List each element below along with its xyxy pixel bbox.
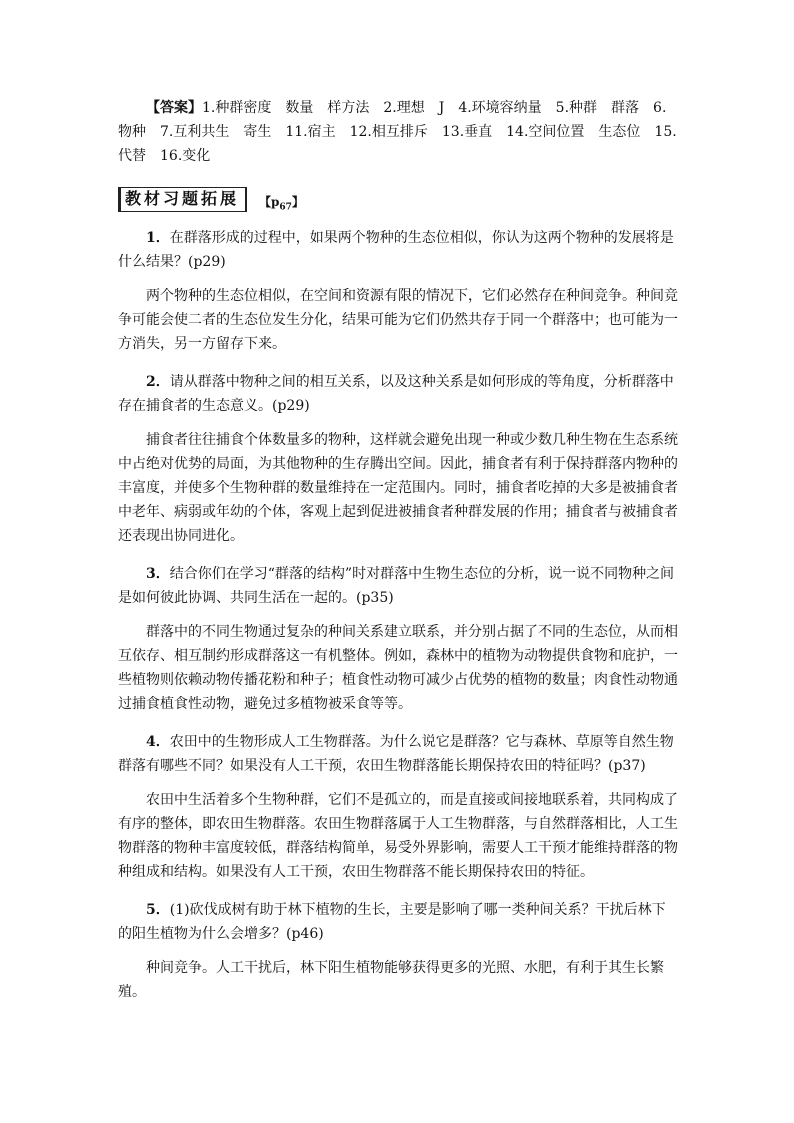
question-4: 4．农田中的生物形成人工生物群落。为什么说它是群落？它与森林、草原等自然生物群落有哪些不同？如果没有人工干预，农田生物群落能长期保持农田的特征吗？(p37)	[118, 734, 674, 774]
question-1: 1．在群落形成的过程中，如果两个物种的生态位相似，你认为这两个物种的发展将是什么结果？(p29)	[118, 230, 674, 270]
section-title: 教材习题拓展	[118, 187, 247, 212]
section-heading	[118, 184, 678, 212]
page-reference: 【$p_{67}$】	[259, 194, 304, 212]
answer-text: 1.种群密度 数量 样方法 2.理想 J 4.环境容纳量 5.种群 群落 6.物种 7.互利共生 寄生 11.宿主 12.相互排斥 13.垂直 14.空间位置 生态位 15.代替 16.变化	[118, 100, 677, 164]
question-3: 3．结合你们在学习“群落的结构”时对群落中生物生态位的分析，说一说不同物种之间是如何彼此协调、共同生活在一起的。(p35)	[118, 566, 675, 606]
answer-5: 种间竞争。人工干扰后，林下阳生植物能够获得更多的光照、水肥，有利于其生长繁殖。	[118, 960, 664, 1000]
answer-paragraph	[118, 96, 678, 168]
answer-tag: 【答案】	[146, 100, 202, 116]
answer-3: 群落中的不同生物通过复杂的种间关系建立联系，并分别占据了不同的生态位，从而相互依存、相互制约形成群落这一有机整体。例如，森林中的植物为动物提供食物和庇护，一些植物则依赖动物传播花粉和种子；植食性动物可减少占优势的植物的数量；肉食性动物通过捕食植食性动物，避免过多植物被采食等等。	[118, 624, 678, 712]
answer-1: 两个物种的生态位相似，在空间和资源有限的情况下，它们必然存在种间竞争。种间竞争可能会使二者的生态位发生分化，结果可能为它们仍然共存于同一个群落中；也可能为一方消失，另一方留存下来。	[118, 288, 678, 352]
question-5: 5．(1)砍伐成树有助于林下植物的生长，主要是影响了哪一类种间关系？干扰后林下的阳生植物为什么会增多？(p46)	[118, 902, 666, 942]
question-2: 2．请从群落中物种之间的相互关系，以及这种关系是如何形成的等角度，分析群落中存在捕食者的生态意义。(p29)	[118, 374, 674, 414]
answer-2: 捕食者往往捕食个体数量多的物种，这样就会避免出现一种或少数几种生物在生态系统中占绝对优势的局面，为其他物种的生存腾出空间。因此，捕食者有利于保持群落内物种的丰富度，并使多个生物种群的数量维持在一定范围内。同时，捕食者吃掉的大多是被捕食者中老年、病弱或年幼的个体，客观上起到促进被捕食者种群发展的作用；捕食者与被捕食者还表现出协同进化。	[118, 432, 678, 544]
answer-4: 农田中生活着多个生物种群，它们不是孤立的，而是直接或间接地联系着，共同构成了有序的整体，即农田生物群落。农田生物群落属于人工生物群落，与自然群落相比，人工生物群落的物种丰富度较低，群落结构简单，易受外界影响，需要人工干预才能维持群落的物种组成和结构。如果没有人工干预，农田生物群落不能长期保持农田的特征。	[118, 792, 678, 880]
document-content	[118, 96, 678, 1004]
